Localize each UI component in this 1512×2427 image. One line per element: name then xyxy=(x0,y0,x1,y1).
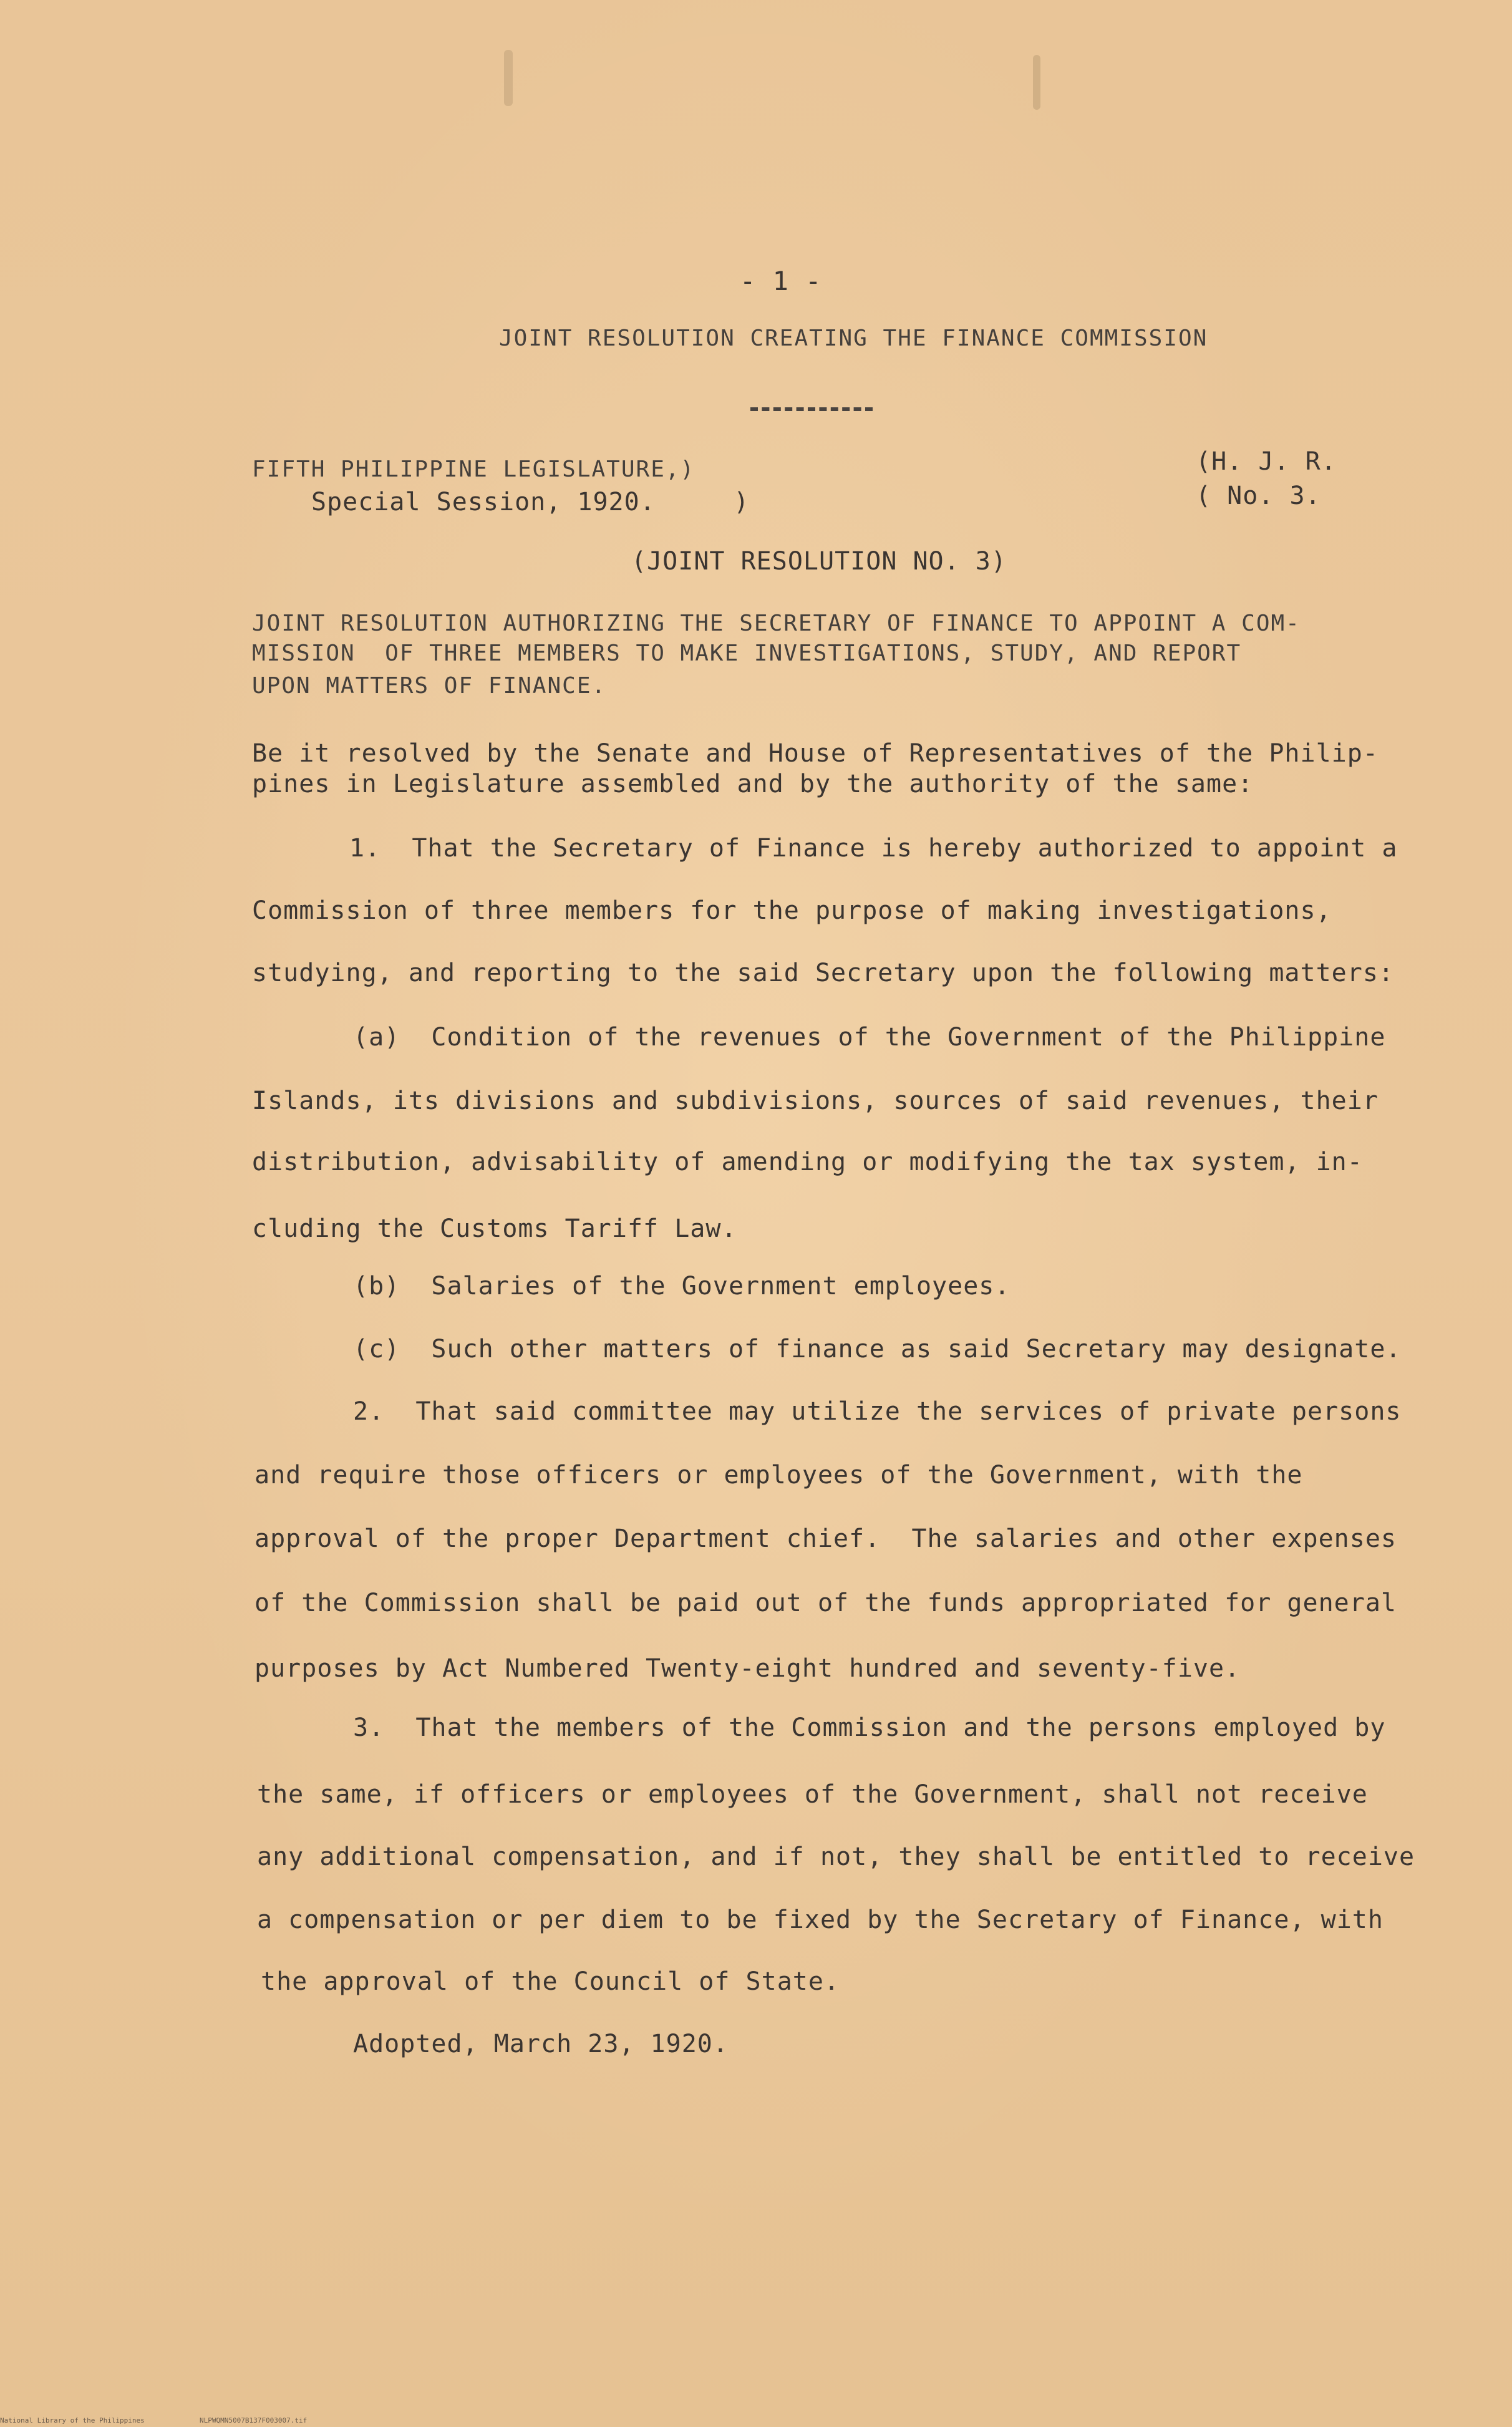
summary-line: JOINT RESOLUTION AUTHORIZING THE SECRETARY OF FINANCE TO APPOINT A COM- xyxy=(252,611,1301,636)
pin-hole-mark xyxy=(504,50,513,106)
body-line: a compensation or per diem to be fixed by the Secretary of Finance, with xyxy=(257,1906,1384,1934)
adopted-date: Adopted, March 23, 1920. xyxy=(353,2030,729,2058)
body-line: 1. That the Secretary of Finance is hereby authorized to appoint a xyxy=(349,834,1398,863)
body-line: studying, and reporting to the said Secretary upon the following matters: xyxy=(252,959,1394,987)
bill-reference-2: ( No. 3. xyxy=(1196,482,1321,510)
bill-reference-1: (H. J. R. xyxy=(1196,447,1337,476)
summary-line: MISSION OF THREE MEMBERS TO MAKE INVESTIGATIONS, STUDY, AND REPORT xyxy=(252,641,1242,666)
resolution-number: (JOINT RESOLUTION NO. 3) xyxy=(631,547,1007,576)
pin-hole-mark xyxy=(1033,55,1040,110)
document-title: JOINT RESOLUTION CREATING THE FINANCE COMMISSION xyxy=(499,326,1208,351)
body-line: (b) Salaries of the Government employees. xyxy=(353,1272,1010,1301)
body-line: and require those officers or employees of the Government, with the xyxy=(254,1461,1303,1490)
body-line: Islands, its divisions and subdivisions, sources of said revenues, their xyxy=(252,1087,1379,1115)
enacting-clause-line: Be it resolved by the Senate and House of Representatives of the Philip- xyxy=(252,739,1379,768)
body-line: cluding the Customs Tariff Law. xyxy=(252,1214,737,1243)
body-line: purposes by Act Numbered Twenty-eight hundred and seventy-five. xyxy=(254,1654,1241,1683)
body-line: (c) Such other matters of finance as said Secretary may designate. xyxy=(353,1335,1402,1364)
body-line: any additional compensation, and if not, they shall be entitled to receive xyxy=(257,1843,1415,1871)
body-line: of the Commission shall be paid out of the funds appropriated for general xyxy=(254,1589,1397,1617)
body-line: (a) Condition of the revenues of the Government of the Philippine xyxy=(353,1023,1386,1052)
body-line: 3. That the members of the Commission and the persons employed by xyxy=(353,1713,1386,1742)
title-divider xyxy=(750,407,873,411)
footer-source: National Library of the Philippines xyxy=(0,2416,145,2425)
body-line: approval of the proper Department chief. The salaries and other expenses xyxy=(254,1524,1397,1553)
enacting-clause-line: pines in Legislature assembled and by the authority of the same: xyxy=(252,770,1254,798)
body-line: 2. That said committee may utilize the services of private persons xyxy=(353,1397,1402,1426)
legislature-line-1: FIFTH PHILIPPINE LEGISLATURE,) xyxy=(252,457,695,482)
body-line: the approval of the Council of State. xyxy=(261,1967,840,1996)
page-number: - 1 - xyxy=(740,266,822,296)
body-line: the same, if officers or employees of the Government, shall not receive xyxy=(257,1780,1368,1809)
footer-filename: NLPWQMN5007B137F003007.tif xyxy=(200,2416,308,2425)
body-line: distribution, advisability of amending or modifying the tax system, in- xyxy=(252,1148,1363,1176)
summary-line: UPON MATTERS OF FINANCE. xyxy=(252,673,607,699)
body-line: Commission of three members for the purpose of making investigations, xyxy=(252,896,1332,925)
legislature-line-2: Special Session, 1920. ) xyxy=(311,488,750,516)
